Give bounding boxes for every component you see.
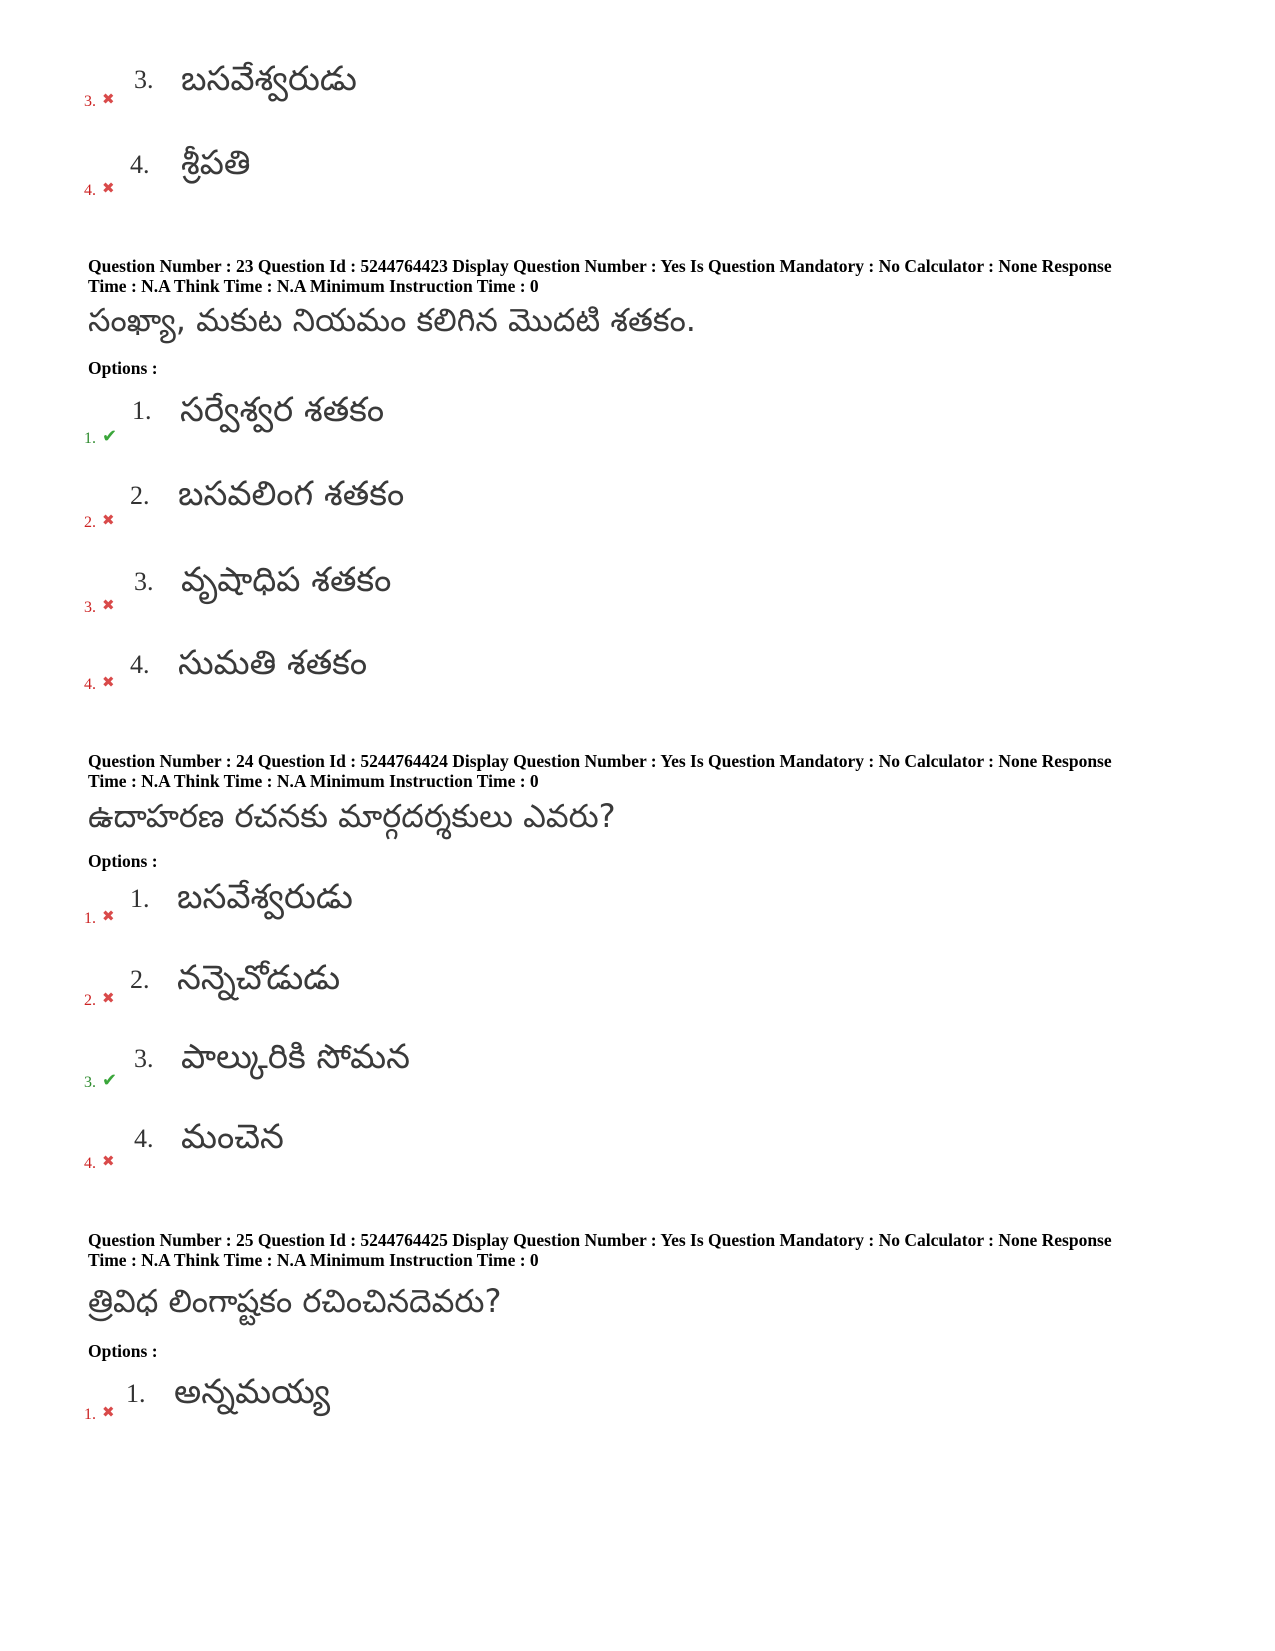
question-text: సంఖ్యా, మకుట నియమం కలిగిన మొదటి శతకం.	[88, 301, 696, 339]
option-number: 1.	[130, 884, 150, 913]
meta-line-1: Question Number : 23 Question Id : 5244764423 Display Question Number : Yes Is Question Mandatory : No Calculator : None Response	[88, 256, 1112, 276]
cross-icon: ✖	[102, 90, 115, 108]
meta-line-2: Time : N.A Think Time : N.A Minimum Instruction Time : 0	[88, 1250, 539, 1270]
question-meta	[88, 751, 1208, 791]
option-number: 4.	[130, 650, 150, 679]
question-meta	[88, 1230, 1208, 1270]
mark-number: 1.	[84, 910, 96, 927]
option-mark	[84, 1405, 115, 1423]
option-mark	[84, 181, 115, 199]
option-text: అన్నమయ్య	[174, 1372, 331, 1412]
cross-icon: ✖	[102, 511, 115, 529]
option-number: 2.	[130, 481, 150, 510]
options-label: Options :	[88, 358, 158, 378]
cross-icon: ✖	[102, 1403, 115, 1421]
option-mark	[84, 991, 115, 1009]
option-mark	[84, 513, 115, 531]
option-mark	[84, 598, 115, 616]
mark-number: 4.	[84, 676, 96, 693]
option-mark	[84, 1154, 115, 1172]
cross-icon: ✖	[102, 907, 115, 925]
option-text: నన్నెచోడుడు	[177, 958, 341, 998]
option-mark	[84, 428, 117, 447]
option-number: 4.	[134, 1124, 154, 1153]
option-mark	[84, 909, 115, 927]
question-text: ఉదాహరణ రచనకు మార్గదర్శకులు ఎవరు?	[88, 797, 616, 835]
mark-number: 3.	[84, 599, 96, 616]
cross-icon: ✖	[102, 673, 115, 691]
question-text: త్రివిధ లింగాష్టకం రచించినదెవరు?	[88, 1282, 502, 1320]
cross-icon: ✖	[102, 179, 115, 197]
option-text: మంచెన	[181, 1117, 284, 1157]
cross-icon: ✖	[102, 989, 115, 1007]
mark-number: 3.	[84, 1074, 96, 1091]
options-label: Options :	[88, 851, 158, 871]
mark-number: 4.	[84, 182, 96, 199]
mark-number: 2.	[84, 514, 96, 531]
option-text: సర్వేశ్వర శతకం	[180, 390, 385, 430]
mark-number: 1.	[84, 1406, 96, 1423]
cross-icon: ✖	[102, 596, 115, 614]
option-mark	[84, 92, 115, 110]
option-text: పాల్కురికి సోమన	[181, 1037, 410, 1077]
meta-line-1: Question Number : 25 Question Id : 5244764425 Display Question Number : Yes Is Question Mandatory : No Calculator : None Response	[88, 1230, 1112, 1250]
cross-icon: ✖	[102, 1152, 115, 1170]
question-meta	[88, 256, 1208, 296]
option-mark	[84, 675, 115, 693]
option-text: బసవేశ్వరుడు	[181, 59, 357, 99]
option-number: 4.	[130, 150, 150, 179]
meta-line-2: Time : N.A Think Time : N.A Minimum Instruction Time : 0	[88, 276, 539, 296]
option-number: 1.	[132, 396, 152, 425]
option-text: బసవలింగ శతకం	[178, 474, 405, 514]
option-text: శ్రీపతి	[181, 143, 251, 183]
option-text: వృషాధిప శతకం	[181, 560, 392, 600]
mark-number: 1.	[84, 430, 96, 447]
meta-line-2: Time : N.A Think Time : N.A Minimum Instruction Time : 0	[88, 771, 539, 791]
options-label: Options :	[88, 1341, 158, 1361]
option-text: బసవేశ్వరుడు	[177, 877, 353, 917]
mark-number: 4.	[84, 1155, 96, 1172]
option-number: 3.	[134, 1044, 154, 1073]
check-icon: ✔	[102, 426, 118, 447]
mark-number: 2.	[84, 992, 96, 1009]
option-number: 1.	[126, 1379, 146, 1408]
check-icon: ✔	[102, 1070, 118, 1091]
option-number: 3.	[134, 65, 154, 94]
meta-line-1: Question Number : 24 Question Id : 5244764424 Display Question Number : Yes Is Question Mandatory : No Calculator : None Response	[88, 751, 1112, 771]
option-text: సుమతి శతకం	[178, 643, 368, 683]
mark-number: 3.	[84, 93, 96, 110]
option-number: 3.	[134, 567, 154, 596]
option-mark	[84, 1072, 117, 1091]
option-number: 2.	[130, 965, 150, 994]
